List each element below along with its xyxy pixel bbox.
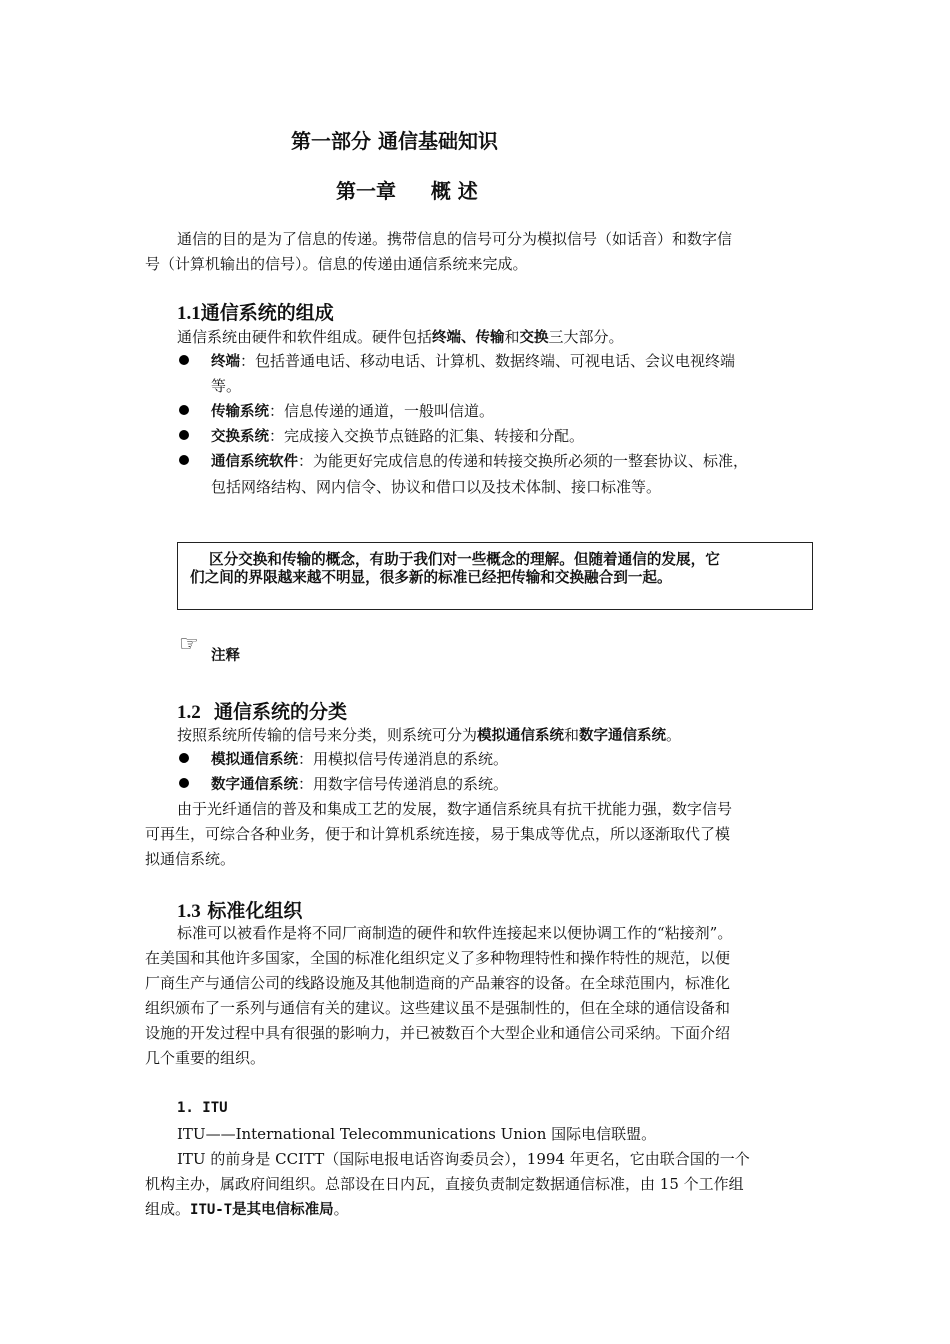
itu-line-3: 机构主办，属政府间组织。总部设在日内瓦，直接负责制定数据通信标准，由 15 个工作组: [145, 1175, 744, 1193]
bullet-icon: [179, 753, 189, 763]
itu-line-1: ITU——International Telecommunications Union 国际电信联盟。: [177, 1125, 657, 1143]
paragraph-line: 厂商生产与通信公司的线路设施及其他制造商的产品兼容的设备。在全球范围内，标准化: [145, 974, 731, 992]
list-item-continuation: 包括网络结构、网内信令、协议和借口以及技术体制、接口标准等。: [211, 478, 662, 496]
note-box-line-1: 区分交换和传输的概念，有助于我们对一些概念的理解。但随着通信的发展，它: [209, 551, 720, 568]
paragraph-line: 组织颁布了一系列与通信有关的建议。这些建议虽不是强制性的，但在全球的通信设备和: [145, 999, 731, 1017]
lead-bold-analog: 模拟通信系统: [477, 728, 565, 744]
item-term: 交换系统: [211, 429, 269, 445]
lead-text: 按照系统所传输的信号来分类，则系统可分为: [177, 726, 478, 744]
note-box-line-2: 们之间的界限越来越不明显，很多新的标准已经把传输和交换融合到一起。: [190, 569, 672, 586]
item-text: ：完成接入交换节点链路的汇集、转接和分配。: [269, 427, 585, 445]
item-text: ：包括普通电话、移动电话、计算机、数据终端、可视电话、会议电视终端: [240, 352, 736, 370]
paragraph-line: 标准可以被看作是将不同厂商制造的硬件和软件连接起来以便协调工作的“粘接剂”。: [177, 924, 733, 942]
paragraph-line: 拟通信系统。: [145, 850, 236, 868]
paragraph-line: 可再生，可综合各种业务，便于和计算机系统连接，易于集成等优点，所以逐渐取代了模: [145, 825, 731, 843]
list-item-continuation: 等。: [211, 377, 242, 395]
item-text: ：用模拟信号传递消息的系统。: [298, 750, 509, 768]
item-term: 终端: [211, 354, 240, 370]
itu-text: 组成。: [145, 1200, 191, 1218]
paragraph-line: 设施的开发过程中具有很强的影响力，并已被数百个大型企业和通信公司采纳。下面介绍: [145, 1024, 731, 1042]
intro-line-1: 通信的目的是为了信息的传递。携带信息的信号可分为模拟信号（如话音）和数字信: [177, 230, 733, 248]
lead-end: 三大部分。: [548, 328, 624, 346]
itu-bold-text: 是其电信标准局: [232, 1202, 334, 1218]
section-number: 1.3: [177, 901, 201, 922]
list-item: [211, 350, 735, 371]
section-1-1-heading: [177, 298, 334, 325]
lead-bold-digital: 数字通信系统: [579, 728, 667, 744]
section-1-2-heading: [177, 697, 347, 724]
section-1-1-lead: [177, 326, 624, 347]
itu-t-term: ITU-T: [190, 1202, 233, 1218]
lead-bold-switching: 交换: [519, 330, 549, 346]
lead-bold-transmission: 传输: [475, 330, 505, 346]
intro-line-2: 号（计算机输出的信号）。信息的传递由通信系统来完成。: [145, 255, 528, 273]
lead-text: 通信系统由硬件和软件组成。硬件包括: [177, 328, 433, 346]
section-title: 通信系统的分类: [213, 701, 347, 723]
item-term: 数字通信系统: [211, 777, 298, 793]
lead-end: 。: [666, 726, 682, 744]
paragraph-line: 在美国和其他许多国家，全国的标准化组织定义了多种物理特性和操作特性的规范，以便: [145, 949, 731, 967]
item-text: ：用数字信号传递消息的系统。: [298, 775, 509, 793]
itu-line-2: ITU 的前身是 CCITT（国际电报电话咨询委员会），1994 年更名，它由联合国的一个: [177, 1150, 750, 1168]
item-text: ：信息传递的通道，一般叫信道。: [269, 402, 495, 420]
lead-sep: 、: [461, 330, 476, 346]
bullet-icon: [179, 455, 189, 465]
paragraph-line: 由于光纤通信的普及和集成工艺的发展，数字通信系统具有抗干扰能力强，数字信号: [177, 800, 733, 818]
list-item: [211, 425, 584, 446]
pointing-hand-icon: ☞: [179, 632, 199, 657]
lead-and: 和: [504, 328, 520, 346]
bullet-icon: [179, 778, 189, 788]
section-title: 标准化组织: [207, 900, 303, 922]
section-number: 1.1: [177, 303, 201, 324]
bullet-icon: [179, 355, 189, 365]
note-label: 注释: [211, 648, 240, 664]
part-title: 第一部分 通信基础知识: [291, 129, 498, 153]
lead-and: 和: [564, 726, 580, 744]
list-item: [211, 748, 508, 769]
itu-heading: 1. ITU: [177, 1100, 228, 1116]
list-item: [211, 773, 508, 794]
list-item: [211, 400, 494, 421]
bullet-icon: [179, 430, 189, 440]
lead-bold-terminal: 终端: [432, 330, 462, 346]
itu-line-4: [145, 1198, 349, 1219]
item-term: 传输系统: [211, 404, 269, 420]
section-title: 通信系统的组成: [200, 302, 334, 324]
item-term: 通信系统软件: [211, 454, 298, 470]
paragraph-line: 几个重要的组织。: [145, 1049, 266, 1067]
itu-end: 。: [333, 1200, 349, 1218]
chapter-title: 第一章 概 述: [336, 179, 478, 203]
bullet-icon: [179, 405, 189, 415]
section-number: 1.2: [177, 702, 201, 723]
item-term: 模拟通信系统: [211, 752, 298, 768]
item-text: ：为能更好完成信息的传递和转接交换所必须的一整套协议、标准，: [298, 452, 749, 470]
section-1-2-lead: [177, 724, 681, 745]
section-1-3-heading: [177, 896, 302, 923]
list-item: [211, 450, 748, 471]
